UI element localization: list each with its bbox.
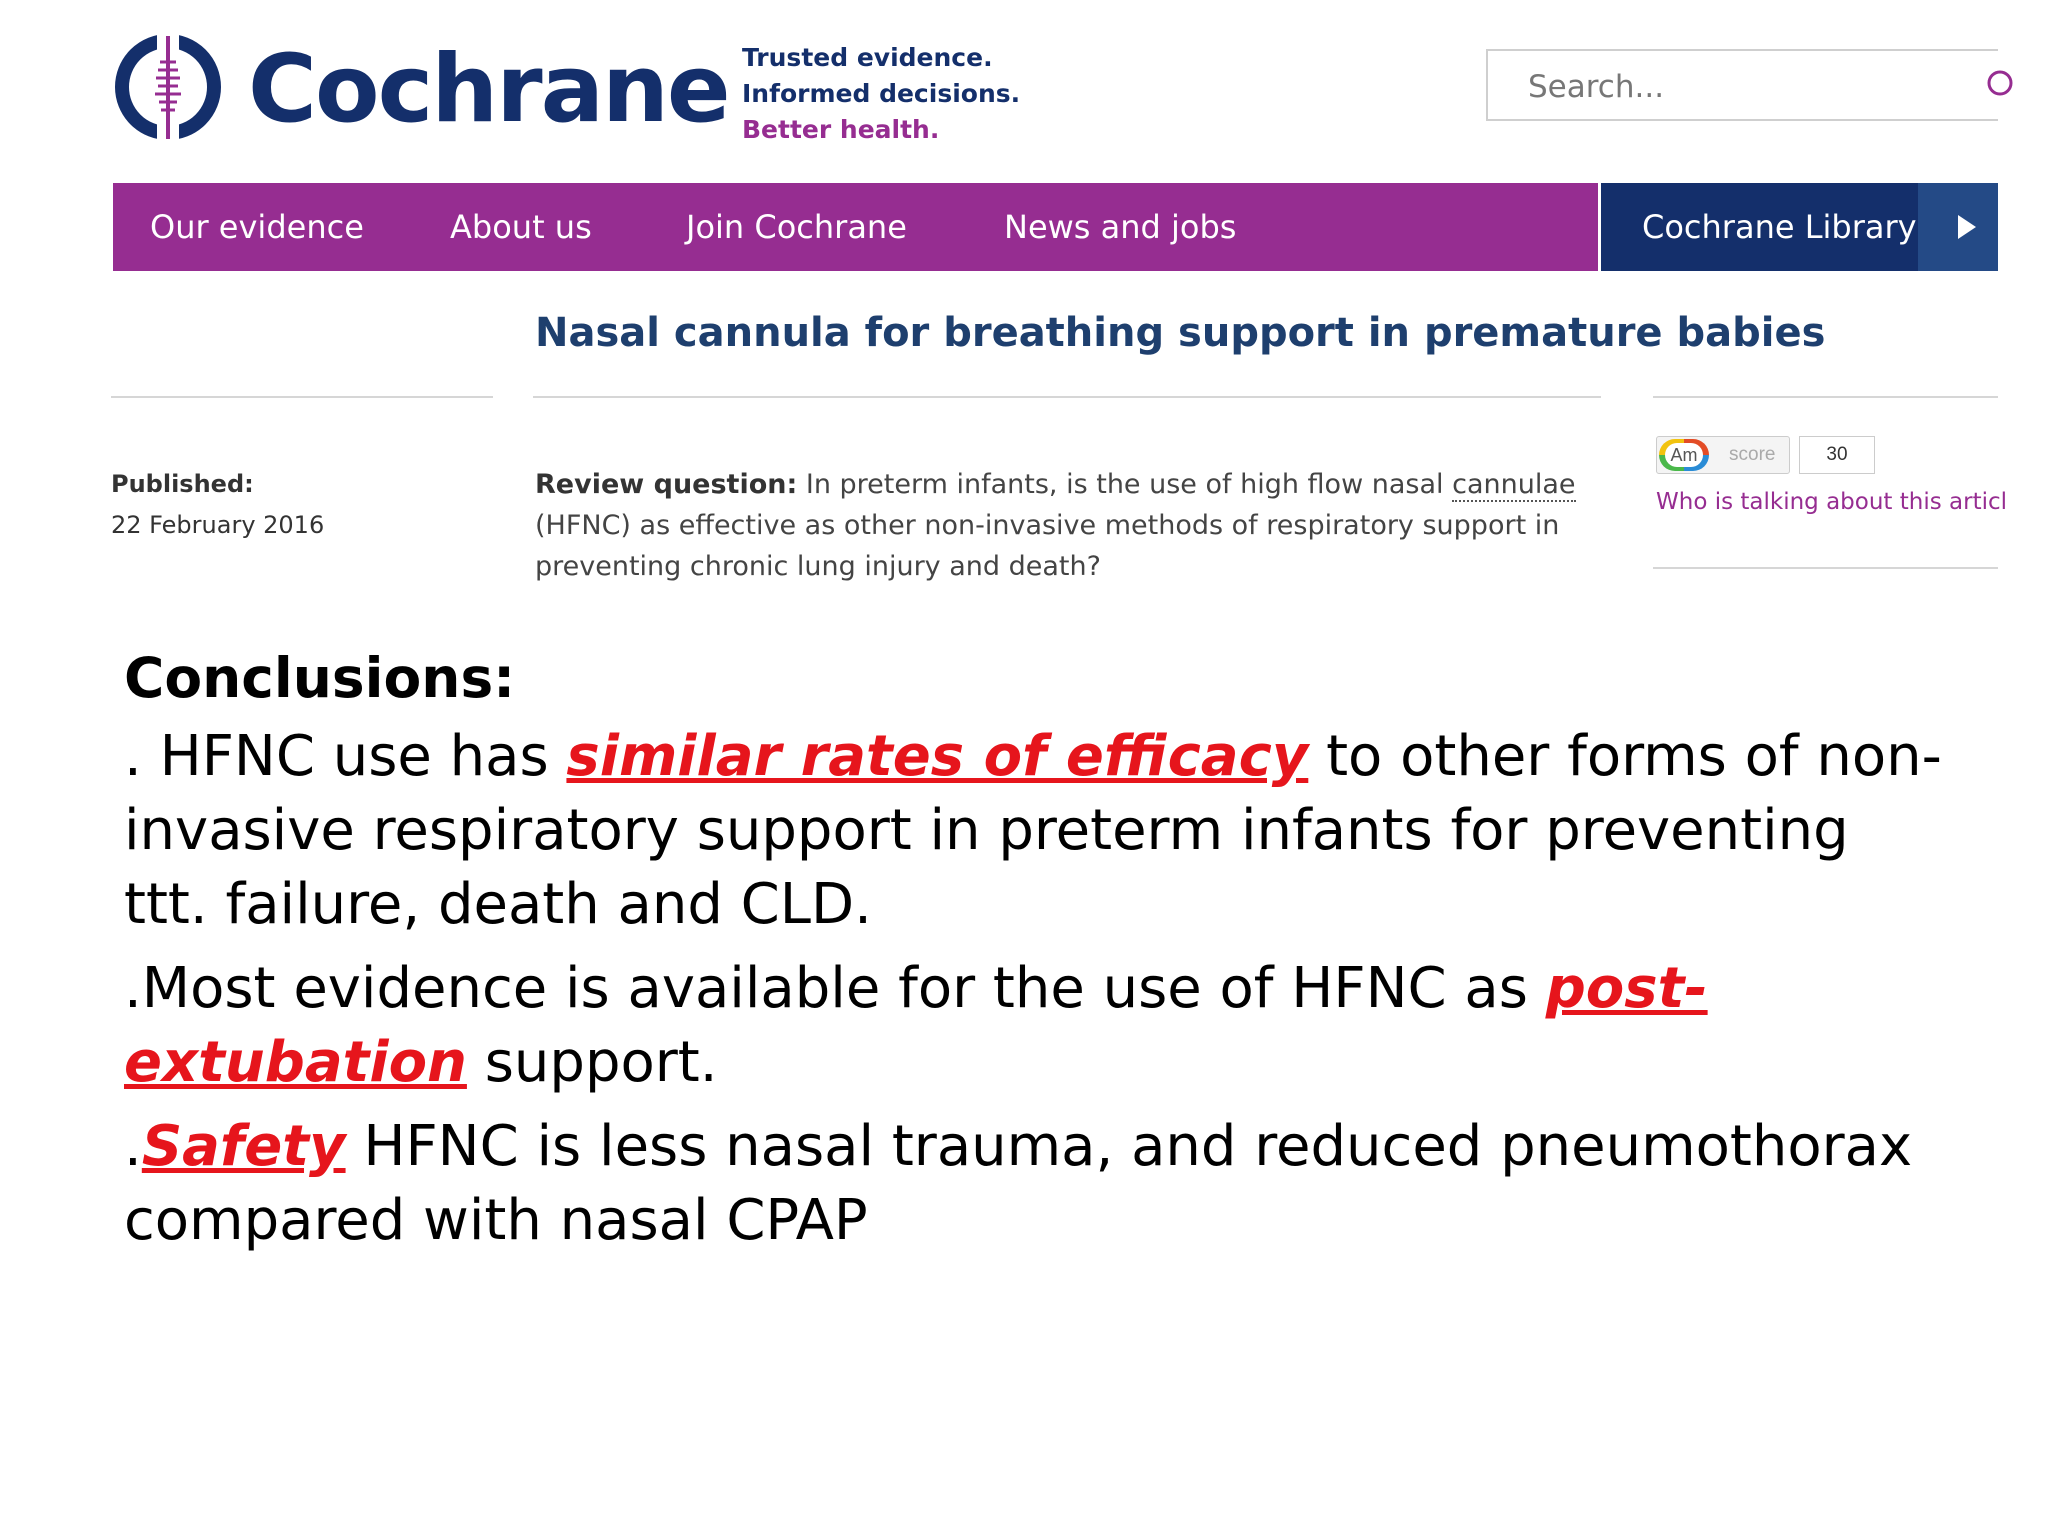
nav-join-cochrane[interactable]: Join Cochrane [686,208,907,246]
tagline [742,40,1020,148]
tagline-line-3: Better health. [742,115,940,144]
text: . [124,1114,142,1179]
text: invasive respiratory support in preterm infants for preventing [124,798,1849,863]
nav-news-and-jobs[interactable]: News and jobs [1004,208,1237,246]
highlight-post-extubation: post- [1545,956,1708,1021]
cochrane-logo-icon [111,32,226,143]
review-line-3: preventing chronic lung injury and death? [535,551,1101,582]
conclusions-section [124,636,2024,1268]
search-input[interactable] [1526,65,1930,109]
divider [1653,396,1998,398]
highlight-safety: Safety [141,1114,346,1179]
play-arrow-icon [1958,215,1976,239]
tagline-line-2: Informed decisions. [742,79,1021,108]
text: HFNC is less nasal trauma, and reduced pneumothorax [345,1114,1913,1179]
conclusions-heading: Conclusions: [124,646,516,710]
altmetric-score-label: score [1729,444,1776,465]
search-box[interactable] [1486,49,1998,121]
highlight-post-extubation: extubation [124,1030,467,1095]
article-title: Nasal cannula for breathing support in premature babies [535,310,1826,356]
published-label: Published: [111,470,254,498]
nav-more-button[interactable] [1918,183,1998,271]
review-question-label: Review question: [535,469,798,500]
search-icon[interactable] [1984,69,1998,105]
glossary-term-link[interactable]: cannulae [1452,469,1576,500]
altmetric-donut-icon [1659,439,1709,471]
conclusion-point-2 [124,952,2024,1100]
text: ttt. failure, death and CLD. [124,872,872,937]
altmetric-score-value: 30 [1799,436,1875,474]
main-nav [113,183,1598,271]
text: support. [466,1030,718,1095]
text: to other forms of non- [1308,724,1942,789]
divider [533,396,1601,398]
altmetric-badge[interactable] [1656,436,1790,474]
altmetric-link[interactable]: Who is talking about this articl [1656,489,2008,515]
divider [1653,567,1998,569]
text: .Most evidence is available for the use of HFNC as [124,956,1546,1021]
highlight-efficacy: similar rates of efficacy [566,724,1309,789]
logo-wordmark: Cochrane [248,35,729,144]
altmetric-am-label: Am [1665,443,1703,467]
text: compared with nasal CPAP [124,1188,868,1253]
review-line-2: (HFNC) as effective as other non-invasive methods of respiratory support in [535,510,1560,541]
nav-our-evidence[interactable]: Our evidence [150,208,364,246]
nav-about-us[interactable]: About us [450,208,592,246]
text: . HFNC use has [124,724,567,789]
tagline-line-1: Trusted evidence. [742,43,993,72]
published-date: 22 February 2016 [111,511,325,539]
divider [111,396,493,398]
review-text: In preterm infants, is the use of high flow nasal [797,469,1453,500]
review-question [535,464,1576,582]
nav-cochrane-library[interactable]: Cochrane Library [1601,183,1918,271]
review-line-1 [535,464,1576,505]
conclusion-point-3 [124,1110,2024,1258]
conclusion-point-1 [124,720,2024,942]
